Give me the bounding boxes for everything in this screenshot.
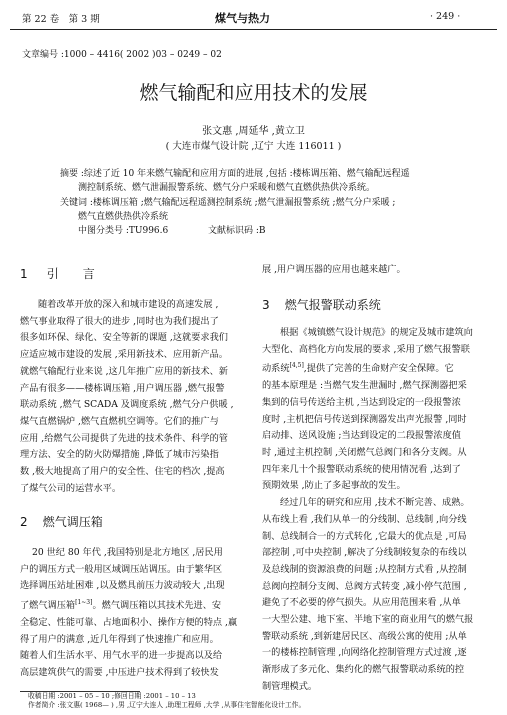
text-line: 部控制 ,可中央控制 ,解决了分线制较复杂的布线以 (262, 547, 467, 559)
text-line: 应用 ,给燃气公司提供了先进的技术条件、科学的管 (20, 432, 228, 444)
text-line: 应适应城市建设的发展 ,采用新技术、应用新产品。 (20, 349, 228, 361)
section-1-heading (20, 263, 95, 282)
text-line: 数 ,极大地提高了用户的安全性、住宅的档次 ,提高 (20, 466, 225, 478)
text-line: 从布线上看 ,我们从单一的分线制、总线制 ,向分线 (262, 513, 467, 525)
text-line: 理方法、安全的防火防爆措施 ,降低了城市污染指 (20, 449, 219, 461)
text-line: 煤气直燃锅炉 ,燃气直燃机空调等。它们的推广与 (20, 415, 219, 427)
text-line: 制、总线制合一的方式转化 ,它最大的优点是 ,可局 (262, 530, 467, 542)
text-line: 选择调压站址困难 ,以及燃具前压力波动较大 ,出现 (20, 580, 225, 592)
text-line: 避免了不必要的停气损失。从应用范围来看 ,从单 (262, 597, 461, 609)
abstract (60, 167, 460, 238)
text-line: 及总线制的资源浪费的问题 ;从控制方式看 ,从控制 (262, 563, 467, 575)
text-line: 启动排、送风设施 ;当达到设定的二段报警浓度值 (262, 430, 461, 442)
text-line: 一大型公建、地下室、半地下室的商业用气的燃气报 (262, 614, 474, 626)
citation: [4,5] (289, 362, 304, 370)
text-line: 根据《城镇燃气设计规范》的规定及城市建筑向 (280, 327, 473, 338)
text-line: 一的楼栋控制管理 ,向网络化控制管理方式过渡 ,逐 (262, 647, 467, 659)
text-line: 全稳定、性能可靠、占地面积小、操作方便的特点 ,赢 (20, 616, 238, 628)
section-title: 引 言 (46, 267, 95, 281)
text-line: 总阀向控制分支阀、总阀方式转变 ,减小停气范围 , (262, 580, 467, 592)
text-line: 的基本原理是 :当燃气发生泄漏时 ,燃气探测器把采 (262, 380, 467, 392)
paper-title: 燃气输配和应用技术的发展 (139, 82, 368, 104)
page-number: · 249 · (430, 11, 461, 22)
text-line: 20 世纪 80 年代 ,我国特别是北方地区 ,居民用 (32, 547, 223, 558)
text-line: 随着人们生活水平、用气水平的进一步提高以及给 (20, 650, 223, 662)
citation: [1~3] (75, 599, 93, 607)
text-line: 了煤气公司的运营水平。 (20, 482, 122, 494)
text-line: 得了用户的满意 ,近几年得到了快速推广和应用。 (20, 633, 219, 645)
section-2-body (20, 545, 245, 682)
text-line: 高层建筑供气的需要 ,中压进户技术得到了较快发 (20, 666, 219, 678)
affiliation: ( 大连市煤气设计院 ,辽宁 大连 116011 ) (165, 141, 342, 152)
text-line: 度时 ,主机把信号传送到探测器发出声光报警 ,同时 (262, 413, 467, 425)
text-line: 燃气事业取得了很大的进步 ,同时也为我们提出了 (20, 315, 219, 327)
text-line: 四年来几十个报警联动系统的使用情况看 ,达到了 (262, 463, 461, 475)
article-number: 文章编号 :1000 – 4416( 2002 )03 – 0249 – 02 (22, 50, 222, 60)
text-line: 产品有很多——楼栋调压箱 ,用户调压器 ,燃气报警 (20, 382, 225, 394)
text-line: 户的调压方式一般用区域调压站调压。由于繁华区 (20, 563, 223, 575)
classification-row (60, 224, 460, 238)
section-title: 燃气报警联动系统 (284, 298, 381, 312)
document-code: 文献标识码 :B (208, 226, 266, 236)
author-bio: 作者简介 :张文惠( 1968— ) ,男 ,辽宁大连人 ,助理工程师 ,大学 ,从事住宅智能化设计工作。 (28, 701, 306, 709)
right-column-continuation: 展 ,用户调压器的应用也越来越广。 (262, 264, 406, 275)
footnote (28, 692, 498, 710)
abstract-line: 测控制系统、燃气泄漏报警系统、燃气分户采暖和燃气直燃供热供冷系统。 (78, 183, 376, 193)
section-number: 2 (20, 515, 28, 529)
text-line: 集到的信号传送给主机 ,当达到设定的一段报警浓 (262, 396, 461, 408)
keywords-cont: 燃气直燃供热供冷系统 (78, 212, 169, 222)
text-line: 就燃气输配行业来说 ,这几年推广应用的新技术、新 (20, 365, 228, 377)
header-rule (10, 29, 497, 30)
volume-issue: 第 22 卷 第 3 期 (22, 14, 100, 25)
text-line: 预期效果 ,防止了多起事故的发生。 (262, 480, 406, 492)
text-line: 随着改革开放的深入和城市建设的高速发展 , (38, 299, 219, 310)
text-fragment: 了燃气调压箱 (20, 600, 76, 612)
clc-number: 中图分类号 :TU996.6 (78, 226, 169, 236)
section-3-body (262, 325, 487, 696)
received-date: 收稿日期 :2001 – 05 – 10 ;修回日期 :2001 – 10 – 13 (28, 692, 196, 700)
text-fragment: 动系统 (262, 363, 290, 375)
text-line: 渐形成了多元化、集约化的燃气报警联动系统的控 (262, 664, 465, 676)
section-number: 3 (262, 298, 270, 312)
text-line: 经过几年的研究和应用 ,技术不断完善、成熟。 (280, 497, 470, 509)
section-2-heading (20, 511, 103, 530)
text-fragment: 。燃气调压箱以其技术先进、安 (92, 600, 222, 612)
authors: 张文惠 ,周延华 ,黄立卫 (202, 126, 305, 137)
text-line: 大型化、高档化方向发展的要求 ,采用了燃气报警联 (262, 343, 470, 355)
text-line: 很多如环保、绿化、安全等新的课题 ,这就要求我们 (20, 332, 228, 344)
text-line: 制管理模式。 (262, 680, 318, 692)
keywords: 关键词 :楼栋调压箱 ;燃气输配远程遥测控制系统 ;燃气泄漏报警系统 ;燃气分户采暖 ; (60, 198, 396, 208)
journal-name: 煤气与热力 (215, 12, 270, 25)
text-line (20, 595, 245, 615)
text-line: 联动系统 ,燃气 SCADA 及调度系统 ,燃气分户供暖 , (20, 399, 234, 411)
text-line: 时 ,通过主机控制 ,关闭燃气总阀门和各分支阀。从 (262, 446, 467, 458)
section-title: 燃气调压箱 (42, 515, 103, 529)
section-number: 1 (20, 267, 28, 281)
section-3-heading (262, 294, 381, 313)
abstract-line: 摘要 :综述了近 10 年来燃气输配和应用方面的进展 ,包括 :楼栋调压箱、燃气输配远程遥 (60, 169, 410, 179)
section-1-body (20, 297, 245, 497)
text-fragment: ,提供了完善的生命财产安全保障。它 (303, 363, 454, 375)
text-line (262, 358, 487, 378)
text-line: 警联动系统 ,到新建居民区、高级公寓的使用 ;从单 (262, 630, 467, 642)
